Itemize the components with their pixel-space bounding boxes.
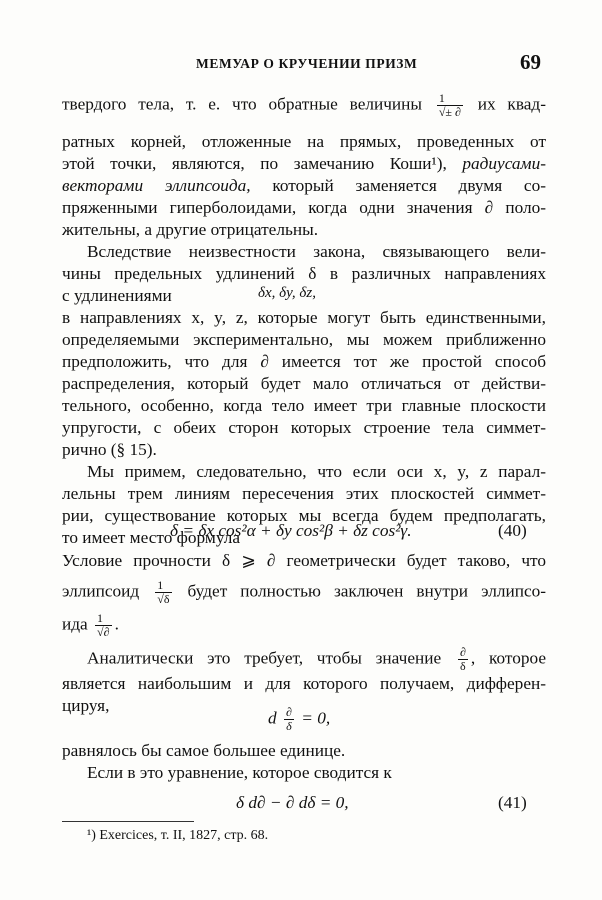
fraction: $\frac{1}{√\partial}$ xyxy=(97,611,110,639)
text-line: предположить, что для ∂ имеется тот же простой способ xyxy=(62,352,546,371)
text-line: равнялось бы самое большее единице. xyxy=(62,741,346,760)
footnote-rule xyxy=(62,821,194,822)
fraction: $\frac{1}{√\delta}$ xyxy=(157,578,170,606)
text-line: определяемыми экспериментально, мы можем приближенно xyxy=(62,330,546,349)
text-line: Если в это уравнение, которое сводится к xyxy=(87,763,392,782)
formula-deltas: δx, δy, δz, xyxy=(258,285,316,301)
text-line: ратных корней, отложенные на прямых, проведенных от xyxy=(62,132,546,151)
text-line: векторами эллипсоида, который заменяется двумя со- xyxy=(62,176,546,195)
text-line: Аналитически это требует, чтобы значение $\frac{\partial}{\delta}$ , которое xyxy=(87,645,546,673)
text-line: твердого тела, т. е. что обратные величины $\frac{1}{√\pm \partial}$ их квад- xyxy=(62,91,546,119)
text-line: в направлениях x, y, z, которые могут быть единственными, xyxy=(62,308,546,327)
text-line: Условие прочности δ ⩾ ∂ геометрически будет таково, что xyxy=(62,551,546,570)
running-header: МЕМУАР О КРУЧЕНИИ ПРИЗМ xyxy=(196,56,418,71)
formula-differential: d $\frac{\partial}{\delta}$ = 0, xyxy=(268,705,331,733)
equation-number-41: (41) xyxy=(498,793,527,812)
text-line: ида $\frac{1}{√\partial}$ . xyxy=(62,611,119,639)
text-line: является наибольшим и для которого получаем, дифферен- xyxy=(62,674,546,693)
text-line: цируя, xyxy=(62,696,110,715)
equation-number-40: (40) xyxy=(498,521,527,540)
text-line: этой точки, являются, по замечанию Коши¹), радиусами- xyxy=(62,154,546,173)
text-line: лельны трем линиям пересечения этих плоскостей симмет- xyxy=(62,484,546,503)
text-line: распределения, который будет мало отличаться от действи- xyxy=(62,374,546,393)
text-line: тельного, особенно, когда тело имеет три главные плоскости xyxy=(62,396,546,415)
formula-40: δ = δx cos²α + δy cos²β + δz cos²γ. xyxy=(170,521,412,540)
fraction: $\frac{\partial}{\delta}$ xyxy=(459,645,466,673)
formula-41: δ d∂ − ∂ dδ = 0, xyxy=(236,793,349,812)
text-line: рично (§ 15). xyxy=(62,440,157,459)
text-line: жительны, а другие отрицательны. xyxy=(62,220,319,239)
text-line: то имеет место формула xyxy=(62,528,241,547)
fraction: $\frac{1}{√\pm \partial}$ xyxy=(438,91,461,119)
text-line: пряженными гиперболоидами, когда одни значения ∂ поло- xyxy=(62,198,546,217)
text-line: Вследствие неизвестности закона, связывающего вели- xyxy=(87,242,546,261)
text-line: рии, существование которых мы всегда будем предполагать, xyxy=(62,506,546,525)
text-line: Мы примем, следовательно, что если оси x, y, z парал- xyxy=(87,462,546,481)
page-number: 69 xyxy=(520,50,541,74)
text-line: упругости, с обеих сторон которых строение тела симмет- xyxy=(62,418,546,437)
text-line: эллипсоид $\frac{1}{√\delta}$ будет полностью заключен внутри эллипсо- xyxy=(62,578,547,606)
footnote: ¹) Exercices, т. II, 1827, стр. 68. xyxy=(87,828,269,843)
text-line: с удлинениями xyxy=(62,286,172,305)
text-line: чины предельных удлинений δ в различных направлениях xyxy=(62,264,546,283)
